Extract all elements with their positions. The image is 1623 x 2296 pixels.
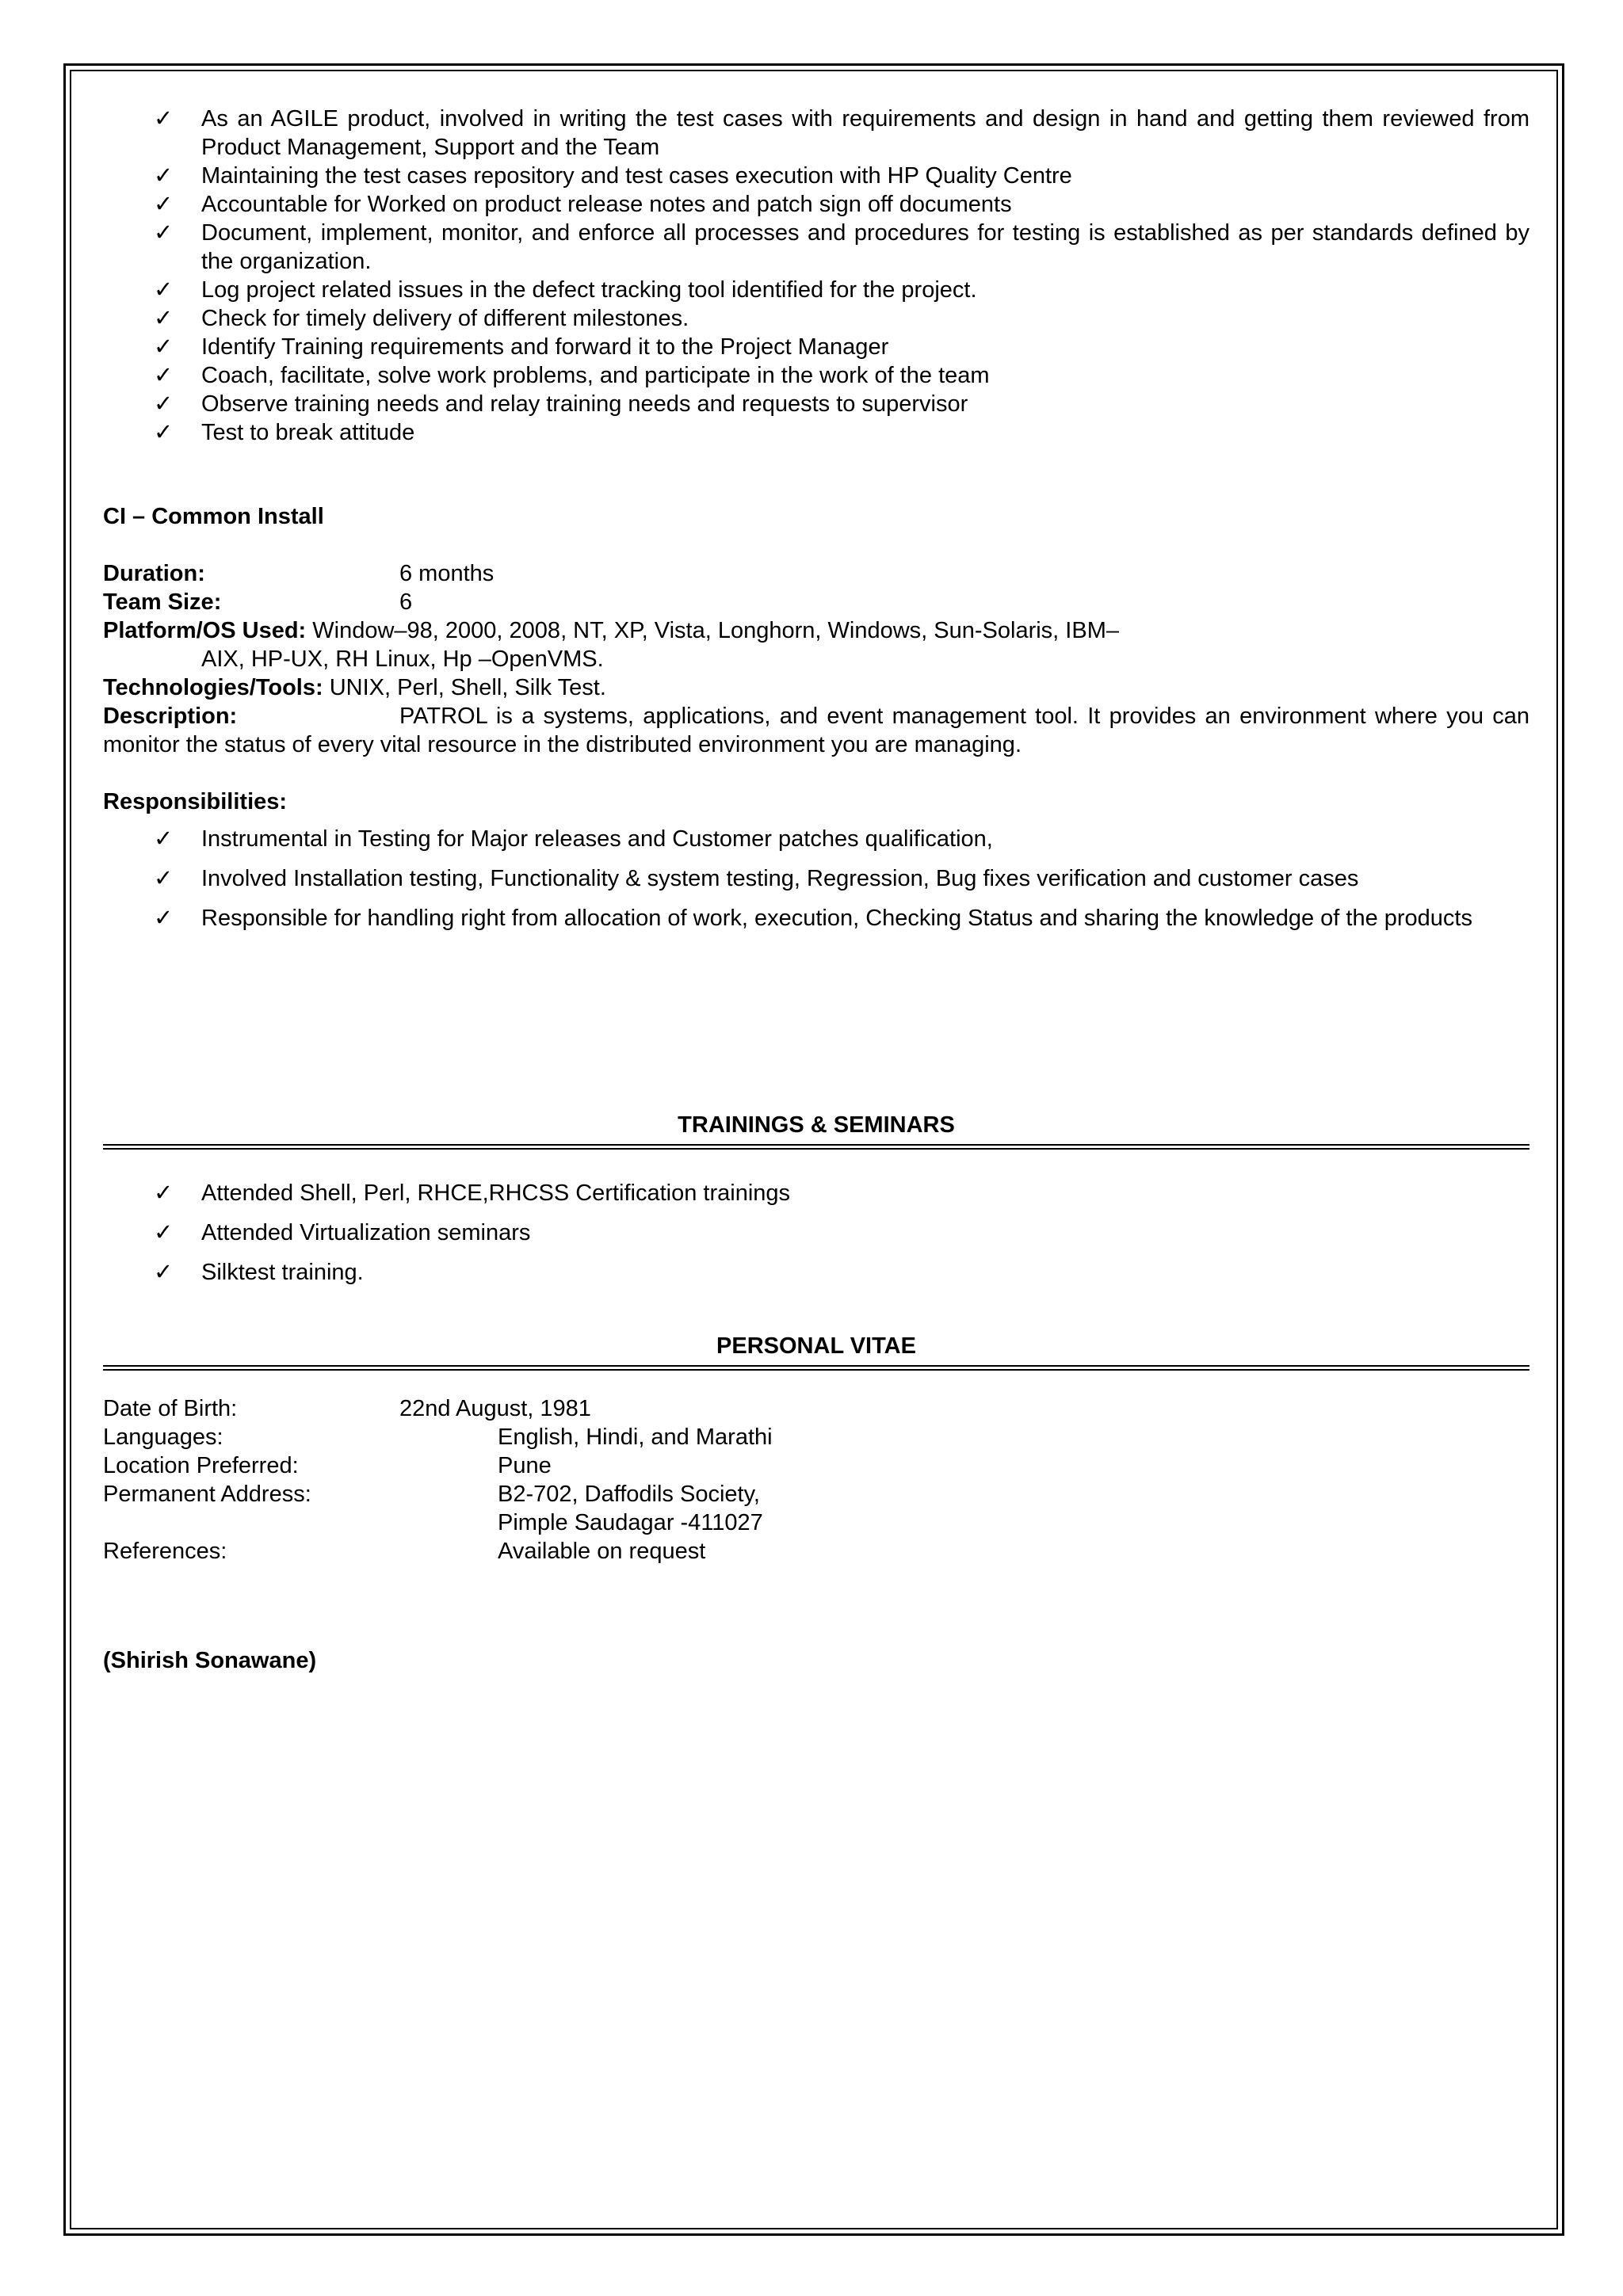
- check-icon: ✓: [154, 1260, 174, 1285]
- list-item: ✓ Attended Shell, Perl, RHCE,RHCSS Certification trainings: [201, 1173, 1529, 1213]
- check-icon: ✓: [154, 192, 174, 217]
- personal-references: References: Available on request: [103, 1539, 706, 1564]
- personal-languages: Languages: English, Hindi, and Marathi: [103, 1425, 773, 1450]
- personal-location: Location Preferred: Pune: [103, 1453, 552, 1478]
- check-icon: ✓: [154, 220, 174, 246]
- project-title: CI – Common Install: [103, 504, 324, 529]
- project-platform: Platform/OS Used: Window–98, 2000, 2008, NT, XP, Vista, Longhorn, Windows, Sun-Solaris, IBM–: [103, 618, 1119, 643]
- check-icon: ✓: [154, 334, 174, 360]
- check-icon: ✓: [154, 906, 174, 931]
- check-icon: ✓: [154, 420, 174, 445]
- signature-name: (Shirish Sonawane): [103, 1648, 317, 1673]
- list-item: ✓ Check for timely delivery of different milestones.: [154, 306, 689, 331]
- check-icon: ✓: [154, 106, 174, 132]
- personal-heading: PERSONAL VITAE: [716, 1333, 916, 1359]
- check-icon: ✓: [154, 306, 174, 331]
- check-icon: ✓: [154, 1220, 174, 1245]
- check-icon: ✓: [154, 1180, 174, 1206]
- personal-address-continued: Pimple Saudagar -411027: [498, 1510, 763, 1535]
- list-item: ✓ Identify Training requirements and forward it to the Project Manager: [154, 334, 889, 360]
- list-item: ✓ Maintaining the test cases repository and test cases execution with HP Quality Centre: [154, 163, 1072, 189]
- trainings-list: [103, 1173, 1529, 1292]
- section-divider: [103, 1365, 1529, 1371]
- check-icon: ✓: [154, 826, 174, 852]
- list-item: ✓ As an AGILE product, involved in writing the test cases with requirements and design in hand and getting them reviewed from Product Management, Support and the Team: [154, 106, 1529, 160]
- intro-bullet-list: [103, 105, 1529, 447]
- project-technologies: Technologies/Tools: UNIX, Perl, Shell, Silk Test.: [103, 675, 606, 700]
- section-divider: [103, 1144, 1529, 1150]
- project-team-size: Team Size: 6: [103, 589, 413, 615]
- list-item: ✓ Document, implement, monitor, and enforce all processes and procedures for testing is established as per standards defined by the organization.: [154, 220, 1529, 274]
- check-icon: ✓: [154, 363, 174, 388]
- list-item: ✓ Observe training needs and relay training needs and requests to supervisor: [154, 391, 968, 417]
- list-item: ✓ Silktest training.: [201, 1253, 1529, 1292]
- responsibilities-heading: Responsibilities:: [103, 789, 288, 814]
- project-description: Description: PATROL is a systems, applications, and event management tool. It provides an environment where you can monitor the status of every vital resource in the distributed environment you are managing.: [103, 704, 1529, 757]
- list-item: ✓ Involved Installation testing, Functionality & system testing, Regression, Bug fixes verification and customer cases: [201, 859, 1529, 898]
- check-icon: ✓: [154, 866, 174, 891]
- list-item: ✓ Accountable for Worked on product release notes and patch sign off documents: [154, 192, 1012, 217]
- personal-address: Permanent Address: B2-702, Daffodils Society,: [103, 1482, 760, 1507]
- list-item: ✓ Test to break attitude: [154, 420, 415, 445]
- list-item: ✓ Instrumental in Testing for Major releases and Customer patches qualification,: [201, 819, 1529, 859]
- check-icon: ✓: [154, 277, 174, 303]
- check-icon: ✓: [154, 391, 174, 417]
- trainings-heading: TRAININGS & SEMINARS: [678, 1112, 955, 1138]
- project-duration: Duration: 6 months: [103, 561, 495, 586]
- document-body: [103, 105, 1529, 1675]
- list-item: ✓ Log project related issues in the defect tracking tool identified for the project.: [154, 277, 977, 303]
- personal-dob: Date of Birth: 22nd August, 1981: [103, 1396, 591, 1421]
- check-icon: ✓: [154, 163, 174, 189]
- responsibilities-list: [103, 819, 1529, 938]
- list-item: ✓ Responsible for handling right from allocation of work, execution, Checking Status and sharing the knowledge of the products: [201, 898, 1529, 938]
- project-platform-continued: AIX, HP-UX, RH Linux, Hp –OpenVMS.: [201, 646, 604, 672]
- list-item: ✓ Coach, facilitate, solve work problems, and participate in the work of the team: [154, 363, 990, 388]
- list-item: ✓ Attended Virtualization seminars: [201, 1213, 1529, 1253]
